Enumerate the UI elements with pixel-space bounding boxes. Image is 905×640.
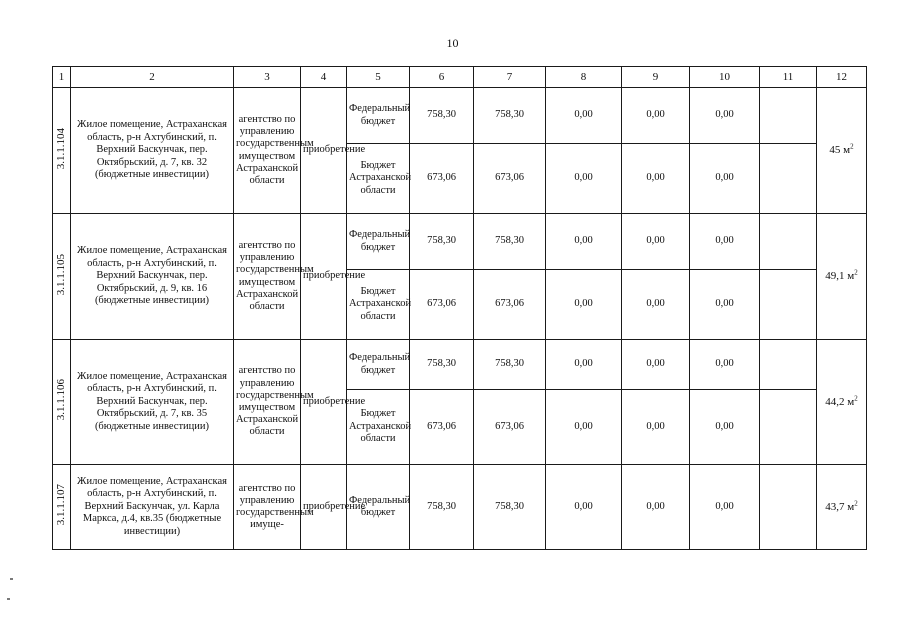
area-unit-exponent: 2 bbox=[854, 499, 858, 508]
column-number-row bbox=[53, 67, 867, 88]
value-col11 bbox=[760, 214, 817, 270]
value-col6: 758,30 bbox=[410, 88, 474, 144]
area-cell bbox=[817, 88, 867, 214]
object-code-cell bbox=[53, 465, 71, 550]
area-cell bbox=[817, 340, 867, 465]
value-col11 bbox=[760, 390, 817, 465]
column-number: 9 bbox=[622, 67, 690, 88]
value-col11 bbox=[760, 465, 817, 550]
object-name: Жилое помещение, Астраханская область, р-н Ахтубинский, п. Верхний Баскунчак, ул. Карла Маркса, д.4, кв.35 (бюджетные инвестиции) bbox=[71, 465, 234, 550]
object-code-cell bbox=[53, 340, 71, 465]
funding-source: Федеральный бюджет bbox=[347, 88, 410, 144]
object-code-cell bbox=[53, 88, 71, 214]
responsible-agency: агентство по управлению государственным имуществом Астраханской области bbox=[234, 88, 301, 214]
area-value: 45 м bbox=[829, 144, 851, 157]
scan-speck bbox=[7, 598, 10, 600]
object-code-cell bbox=[53, 214, 71, 340]
funding-source: Федеральный бюджет bbox=[347, 340, 410, 390]
column-number: 3 bbox=[234, 67, 301, 88]
action-type: приобретение bbox=[301, 88, 347, 214]
value-col7: 673,06 bbox=[474, 144, 546, 214]
responsible-agency: агентство по управлению государственным имуществом Астраханской области bbox=[234, 340, 301, 465]
value-col7: 758,30 bbox=[474, 340, 546, 390]
value-col8: 0,00 bbox=[546, 214, 622, 270]
value-col11 bbox=[760, 88, 817, 144]
column-number: 7 bbox=[474, 67, 546, 88]
column-number: 11 bbox=[760, 67, 817, 88]
object-code: 3.1.1.107 bbox=[55, 484, 68, 526]
value-col9: 0,00 bbox=[622, 214, 690, 270]
funding-source: Федеральный бюджет bbox=[347, 214, 410, 270]
value-col9: 0,00 bbox=[622, 390, 690, 465]
column-number: 4 bbox=[301, 67, 347, 88]
value-col9: 0,00 bbox=[622, 144, 690, 214]
value-col11 bbox=[760, 340, 817, 390]
object-name: Жилое помещение, Астраханская область, р-н Ахтубинский, п. Верхний Баскунчак, пер. Октябрьский, д. 9, кв. 16 (бюджетные инвестиции) bbox=[71, 214, 234, 340]
object-code: 3.1.1.105 bbox=[55, 253, 68, 295]
value-col7: 758,30 bbox=[474, 214, 546, 270]
responsible-agency: агентство по управлению государственным имуществом Астраханской области bbox=[234, 214, 301, 340]
scan-speck bbox=[10, 578, 13, 580]
value-col6: 758,30 bbox=[410, 214, 474, 270]
object-name: Жилое помещение, Астраханская область, р-н Ахтубинский, п. Верхний Баскунчак, пер. Октябрьский, д. 7, кв. 35 (бюджетные инвестиции) bbox=[71, 340, 234, 465]
object-code: 3.1.1.106 bbox=[55, 379, 68, 421]
table-row bbox=[53, 88, 867, 144]
column-number: 12 bbox=[817, 67, 867, 88]
column-number: 1 bbox=[53, 67, 71, 88]
value-col7: 758,30 bbox=[474, 88, 546, 144]
area-unit-exponent: 2 bbox=[854, 394, 858, 403]
value-col8: 0,00 bbox=[546, 390, 622, 465]
responsible-agency: агентство по управлению государственным имуще- bbox=[234, 465, 301, 550]
value-col6: 758,30 bbox=[410, 340, 474, 390]
action-type: приобретение bbox=[301, 214, 347, 340]
object-code: 3.1.1.104 bbox=[55, 127, 68, 169]
table-row bbox=[53, 465, 867, 550]
value-col10: 0,00 bbox=[690, 390, 760, 465]
value-col6: 758,30 bbox=[410, 465, 474, 550]
area-value: 44,2 м bbox=[825, 395, 855, 408]
investment-table bbox=[52, 66, 867, 550]
value-col7: 673,06 bbox=[474, 270, 546, 340]
value-col6: 673,06 bbox=[410, 390, 474, 465]
value-col9: 0,00 bbox=[622, 465, 690, 550]
area-cell bbox=[817, 214, 867, 340]
value-col10: 0,00 bbox=[690, 88, 760, 144]
value-col8: 0,00 bbox=[546, 340, 622, 390]
value-col10: 0,00 bbox=[690, 144, 760, 214]
value-col9: 0,00 bbox=[622, 88, 690, 144]
action-type: приобретение bbox=[301, 340, 347, 465]
area-value: 43,7 м bbox=[825, 500, 855, 513]
value-col9: 0,00 bbox=[622, 270, 690, 340]
column-number: 2 bbox=[71, 67, 234, 88]
column-number: 5 bbox=[347, 67, 410, 88]
area-value: 49,1 м bbox=[825, 270, 855, 283]
value-col6: 673,06 bbox=[410, 144, 474, 214]
funding-source: Бюджет Астраханской области bbox=[347, 390, 410, 465]
value-col7: 673,06 bbox=[474, 390, 546, 465]
value-col8: 0,00 bbox=[546, 465, 622, 550]
funding-source: Федеральный бюджет bbox=[347, 465, 410, 550]
column-number: 8 bbox=[546, 67, 622, 88]
column-number: 10 bbox=[690, 67, 760, 88]
value-col8: 0,00 bbox=[546, 144, 622, 214]
value-col8: 0,00 bbox=[546, 88, 622, 144]
value-col11 bbox=[760, 270, 817, 340]
page-number: 10 bbox=[446, 36, 459, 50]
value-col10: 0,00 bbox=[690, 270, 760, 340]
action-type: приобретение bbox=[301, 465, 347, 550]
column-number: 6 bbox=[410, 67, 474, 88]
value-col8: 0,00 bbox=[546, 270, 622, 340]
area-unit-exponent: 2 bbox=[850, 142, 854, 151]
value-col10: 0,00 bbox=[690, 214, 760, 270]
table-row bbox=[53, 340, 867, 390]
value-col11 bbox=[760, 144, 817, 214]
value-col9: 0,00 bbox=[622, 340, 690, 390]
object-name: Жилое помещение, Астраханская область, р-н Ахтубинский, п. Верхний Баскунчак, пер. Октябрьский, д. 7, кв. 32 (бюджетные инвестиции) bbox=[71, 88, 234, 214]
area-unit-exponent: 2 bbox=[854, 268, 858, 277]
table-row bbox=[53, 214, 867, 270]
value-col7: 758,30 bbox=[474, 465, 546, 550]
funding-source: Бюджет Астраханской области bbox=[347, 144, 410, 214]
funding-source: Бюджет Астраханской области bbox=[347, 270, 410, 340]
table-body bbox=[53, 67, 867, 550]
value-col6: 673,06 bbox=[410, 270, 474, 340]
area-cell bbox=[817, 465, 867, 550]
value-col10: 0,00 bbox=[690, 340, 760, 390]
value-col10: 0,00 bbox=[690, 465, 760, 550]
